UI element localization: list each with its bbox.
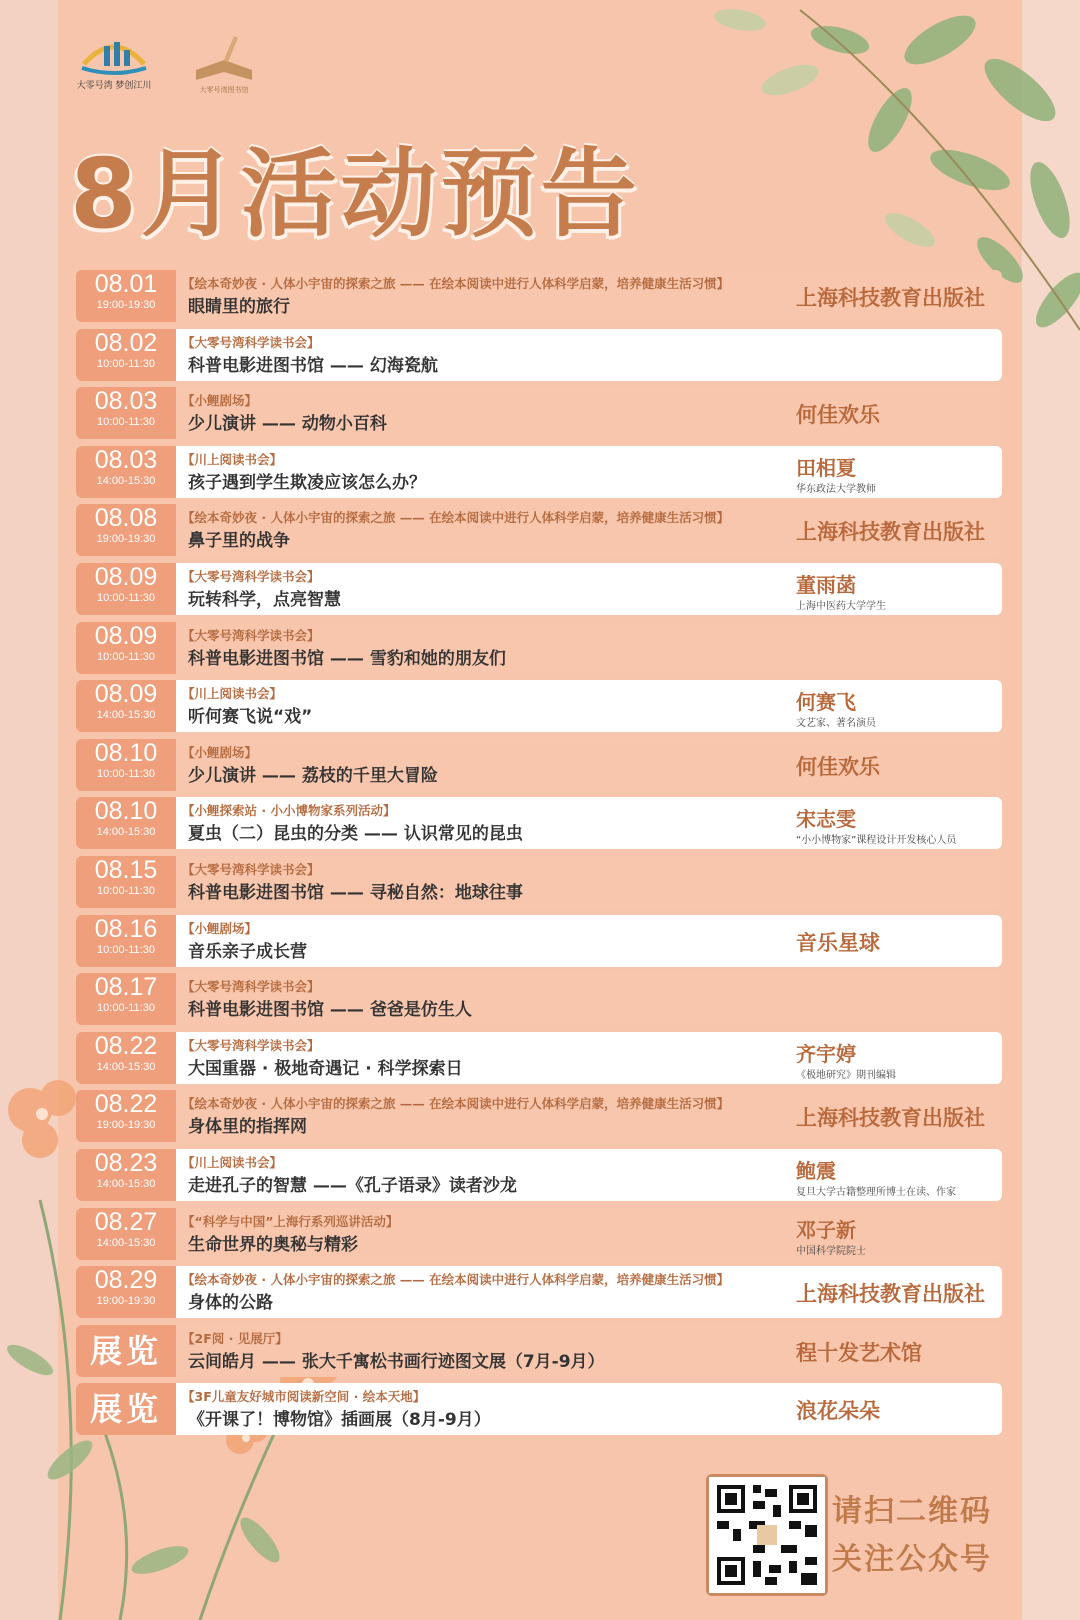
date-box [76,1266,176,1318]
event-time: 10:00-11:30 [97,592,155,604]
date-box [76,680,176,732]
event-date: 08.10 [94,797,158,825]
event-row[interactable] [76,797,1002,849]
event-row[interactable] [76,504,1002,556]
event-title: 少儿演讲 —— 荔枝的千里大冒险 [188,766,438,786]
leaves-decoration [640,0,1080,380]
date-box [76,973,176,1025]
event-host: 上海科技教育出版社 [796,286,985,310]
date-box [76,504,176,556]
event-date: 08.27 [94,1208,158,1236]
page-title: 8月活动预告 [70,138,641,250]
event-time: 10:00-11:30 [97,1002,155,1014]
event-host: 董雨菡 [796,573,856,597]
event-row[interactable] [76,973,1002,1025]
event-time: 10:00-11:30 [97,651,155,663]
event-row[interactable] [76,387,1002,439]
event-row[interactable] [76,856,1002,908]
event-series: 【“科学与中国”上海行系列巡讲活动】 [182,1214,399,1229]
date-box [76,797,176,849]
exhibition-host: 浪花朵朵 [796,1399,880,1423]
event-date: 08.08 [94,504,158,532]
event-title: 生命世界的奥秘与精彩 [188,1235,358,1255]
event-series: 【小鲤剧场】 [182,745,258,760]
event-time: 14:00-15:30 [96,826,156,838]
date-box [76,329,176,381]
event-date: 08.10 [94,739,158,767]
event-series: 【川上阅读书会】 [182,452,283,467]
exhibition-row[interactable] [76,1325,1002,1377]
event-time: 10:00-11:30 [97,416,155,428]
date-box [76,563,176,615]
event-host: 鲍震 [796,1159,836,1183]
event-host-note: 《极地研究》期刊编辑 [796,1070,896,1081]
event-host-note: 中国科学院院士 [796,1246,866,1257]
event-date: 08.29 [94,1266,158,1294]
event-series: 【绘本奇妙夜 · 人体小宇宙的探索之旅 —— 在绘本阅读中进行人体科学启蒙，培养健康生活习惯】 [182,1096,730,1111]
event-row[interactable] [76,1208,1002,1260]
event-time: 14:00-15:30 [96,709,156,721]
exhibition-row[interactable] [76,1383,1002,1435]
event-host: 何佳欢乐 [796,403,880,427]
event-time: 19:00-19:30 [96,533,156,545]
date-box [76,270,176,322]
event-time: 10:00-11:30 [97,768,155,780]
event-host: 齐宇婷 [796,1042,856,1066]
svg-text:大零号湾 梦创江川: 大零号湾 梦创江川 [76,81,152,91]
date-box [76,387,176,439]
event-title: 科普电影进图书馆 —— 爸爸是仿生人 [188,1000,472,1020]
event-host-note: 复旦大学古籍整理所博士在读、作家 [796,1187,956,1198]
event-time: 10:00-11:30 [97,885,155,897]
event-date: 08.09 [94,563,158,591]
event-series: 【大零号湾科学读书会】 [182,1038,320,1053]
event-title: 少儿演讲 —— 动物小百科 [188,414,387,434]
exhibition-series: 【2F阅 · 见展厅】 [182,1331,288,1346]
event-time: 14:00-15:30 [96,1237,156,1249]
event-host-note: 文艺家、著名演员 [796,718,876,729]
event-row[interactable] [76,915,1002,967]
svg-text:大零号湾图书馆: 大零号湾图书馆 [199,86,249,94]
event-date: 08.16 [94,915,158,943]
event-title: 听何赛飞说“戏” [188,707,313,727]
event-date: 08.09 [94,680,158,708]
event-title: 眼睛里的旅行 [188,297,290,317]
event-series: 【大零号湾科学读书会】 [182,628,320,643]
qr-code[interactable] [706,1474,828,1596]
exhibition-series: 【3F儿童友好城市阅读新空间 · 绘本天地】 [182,1389,426,1404]
event-row[interactable] [76,1032,1002,1084]
event-time: 10:00-11:30 [97,944,155,956]
event-date: 08.01 [94,270,158,298]
event-series: 【大零号湾科学读书会】 [182,979,320,994]
event-row[interactable] [76,446,1002,498]
event-title: 音乐亲子成长营 [188,942,307,962]
event-host: 何佳欢乐 [796,755,880,779]
exhibition-label: 展览 [89,1332,162,1370]
event-title: 玩转科学，点亮智慧 [188,590,341,610]
event-host: 邓子新 [796,1218,856,1242]
exhibition-title: 云间皓月 —— 张大千寓松书画行迹图文展（7月-9月） [188,1352,605,1372]
event-title: 身体的公路 [188,1293,273,1313]
event-time: 19:00-19:30 [96,1295,156,1307]
date-box [76,856,176,908]
event-row[interactable] [76,563,1002,615]
event-series: 【川上阅读书会】 [182,1155,283,1170]
exhibition-label: 展览 [89,1390,162,1428]
event-row[interactable] [76,680,1002,732]
event-title: 科普电影进图书馆 —— 寻秘自然：地球往事 [188,883,523,903]
event-title: 鼻子里的战争 [188,531,290,551]
event-date: 08.22 [94,1032,158,1060]
event-series: 【绘本奇妙夜 · 人体小宇宙的探索之旅 —— 在绘本阅读中进行人体科学启蒙，培养健康生活习惯】 [182,510,730,525]
date-box [76,1032,176,1084]
event-series: 【小鲤探索站 · 小小博物家系列活动】 [182,803,396,818]
date-box [76,1208,176,1260]
exhibition-label-box [76,1325,176,1377]
event-time: 14:00-15:30 [96,475,156,487]
exhibition-host: 程十发艺术馆 [796,1341,922,1365]
event-row[interactable] [76,739,1002,791]
event-row[interactable] [76,622,1002,674]
event-title: 科普电影进图书馆 —— 雪豹和她的朋友们 [188,649,506,669]
event-host: 宋志雯 [796,807,856,831]
date-box [76,1090,176,1142]
event-title: 身体里的指挥网 [188,1117,307,1137]
event-time: 10:00-11:30 [97,358,155,370]
event-row[interactable] [76,1090,1002,1142]
event-time: 19:00-19:30 [96,1119,156,1131]
date-box [76,1149,176,1201]
event-date: 08.03 [94,446,158,474]
event-title: 走进孔子的智慧 ——《孔子语录》读者沙龙 [188,1176,517,1196]
dalinghaowan-logo [76,30,152,98]
event-title: 科普电影进图书馆 —— 幻海瓷航 [188,356,438,376]
event-series: 【小鲤剧场】 [182,921,258,936]
event-date: 08.23 [94,1149,158,1177]
event-host-note: “小小博物家”课程设计开发核心人员 [796,835,957,846]
event-host: 田相夏 [796,456,856,480]
event-date: 08.03 [94,387,158,415]
exhibition-title: 《开课了！博物馆》插画展（8月-9月） [188,1410,491,1430]
event-row[interactable] [76,270,1002,322]
event-row[interactable] [76,1149,1002,1201]
date-box [76,915,176,967]
event-series: 【大零号湾科学读书会】 [182,569,320,584]
event-time: 14:00-15:30 [96,1061,156,1073]
qr-instruction-line1: 请扫二维码 [832,1494,992,1529]
event-series: 【川上阅读书会】 [182,686,283,701]
event-series: 【大零号湾科学读书会】 [182,335,320,350]
event-date: 08.09 [94,622,158,650]
date-box [76,446,176,498]
event-row[interactable] [76,329,1002,381]
event-time: 19:00-19:30 [96,299,156,311]
event-date: 08.15 [94,856,158,884]
event-host: 上海科技教育出版社 [796,520,985,544]
exhibition-label-box [76,1383,176,1435]
event-host-note: 上海中医药大学学生 [796,601,886,612]
date-box [76,739,176,791]
event-date: 08.22 [94,1090,158,1118]
event-title: 大国重器 · 极地奇遇记 · 科学探索日 [188,1059,463,1079]
event-host: 何赛飞 [796,690,856,714]
event-series: 【绘本奇妙夜 · 人体小宇宙的探索之旅 —— 在绘本阅读中进行人体科学启蒙，培养健康生活习惯】 [182,1272,730,1287]
event-date: 08.17 [94,973,158,1001]
event-series: 【小鲤剧场】 [182,393,258,408]
qr-code-icon [709,1477,825,1593]
event-host: 上海科技教育出版社 [796,1282,985,1306]
event-host-note: 华东政法大学教师 [796,484,876,495]
date-box [76,622,176,674]
event-host: 上海科技教育出版社 [796,1106,985,1130]
event-title: 孩子遇到学生欺凌应该怎么办？ [188,473,426,493]
event-series: 【大零号湾科学读书会】 [182,862,320,877]
event-row[interactable] [76,1266,1002,1318]
event-title: 夏虫（二）昆虫的分类 —— 认识常见的昆虫 [188,824,523,844]
qr-instruction-line2: 关注公众号 [832,1542,992,1577]
event-date: 08.02 [94,329,158,357]
event-series: 【绘本奇妙夜 · 人体小宇宙的探索之旅 —— 在绘本阅读中进行人体科学启蒙，培养健康生活习惯】 [182,276,730,291]
library-logo [188,30,260,98]
event-time: 14:00-15:30 [96,1178,156,1190]
event-host: 音乐星球 [796,931,880,955]
